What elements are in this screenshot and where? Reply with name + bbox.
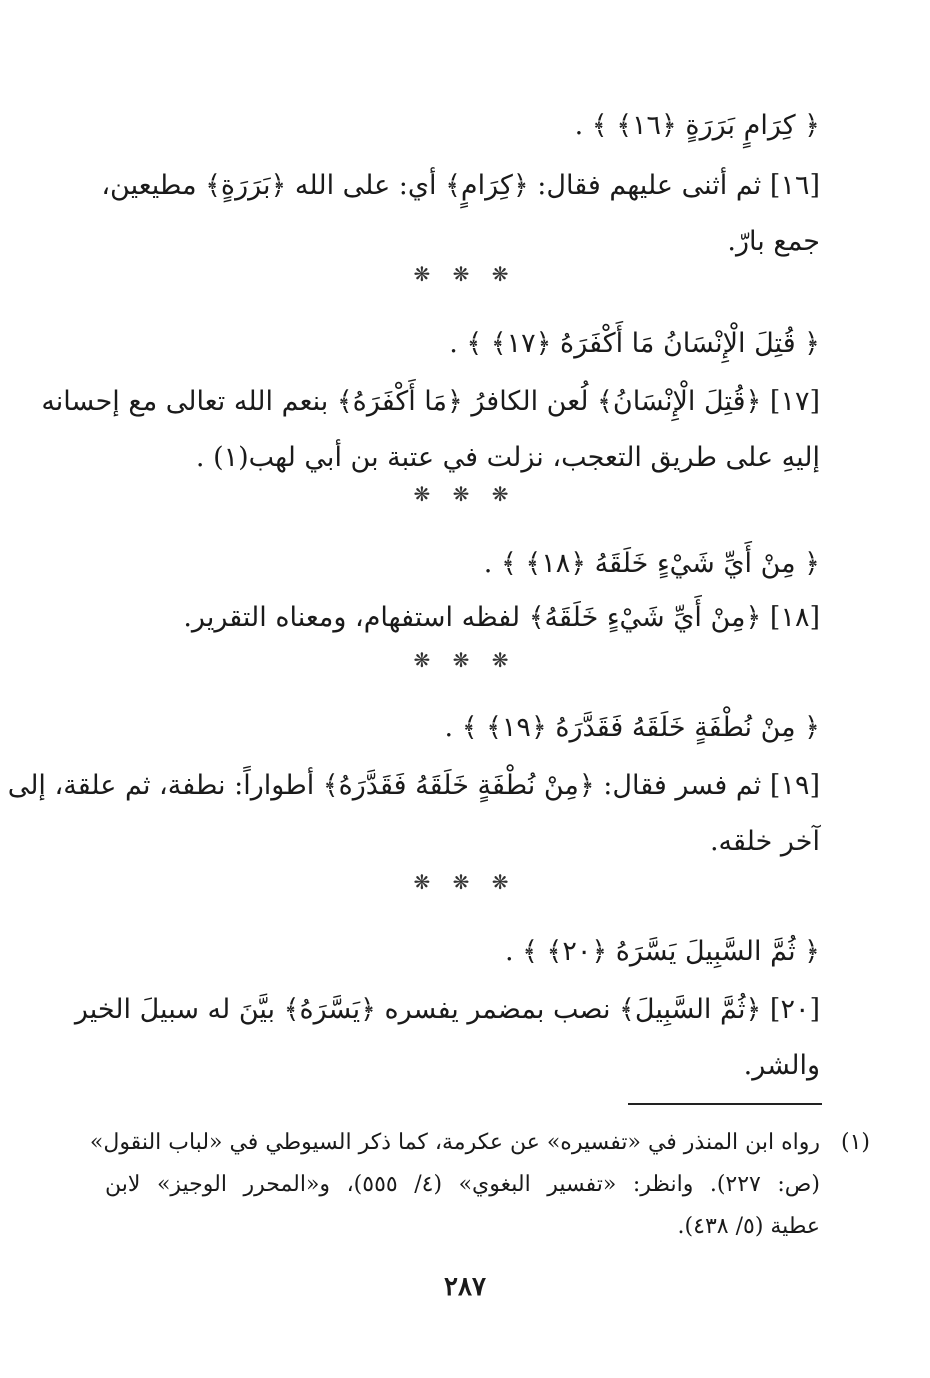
commentary-line: والشر. — [743, 1050, 820, 1081]
footnote-line: (ص: ٢٢٧). وانظر: «تفسير البغوي» (٤/ ٥٥٥)، و«المحرر الوجيز» لابن — [105, 1172, 820, 1197]
footnote — [89, 1122, 870, 1248]
section-separator: ❋ ❋ ❋ — [413, 262, 517, 286]
footnote-number: (١) — [840, 1130, 870, 1155]
verse-18: ﴿ مِنْ أَيِّ شَيْءٍ خَلَقَهُ ﴿١٨﴾ ﴾ . — [483, 548, 820, 579]
commentary-line: [١٨] ﴿مِنْ أَيِّ شَيْءٍ خَلَقَهُ﴾ لفظه استفهام، ومعناه التقرير. — [183, 602, 820, 633]
verse-20: ﴿ ثُمَّ السَّبِيلَ يَسَّرَهُ ﴿٢٠﴾ ﴾ . — [504, 936, 820, 967]
commentary-19 — [7, 758, 820, 870]
commentary-20 — [74, 982, 820, 1094]
section-separator: ❋ ❋ ❋ — [413, 482, 517, 506]
commentary-line: [١٩] ثم فسر فقال: ﴿مِنْ نُطْفَةٍ خَلَقَهُ فَقَدَّرَهُ﴾ أطواراً: نطفة، ثم علقة، إلى — [7, 770, 820, 801]
commentary-18 — [105, 590, 820, 646]
footnote-line: رواه ابن المنذر في «تفسيره» عن عكرمة، كما ذكر السيوطي في «لباب النقول» — [89, 1130, 820, 1155]
verse-19: ﴿ مِنْ نُطْفَةٍ خَلَقَهُ فَقَدَّرَهُ ﴿١٩﴾ ﴾ . — [444, 712, 820, 743]
commentary-line: آخر خلقه. — [709, 826, 820, 857]
footnote-line: عطية (٥/ ٤٣٨). — [677, 1214, 820, 1239]
commentary-16 — [101, 158, 820, 270]
commentary-line: جمع بارّ. — [727, 226, 820, 257]
section-separator: ❋ ❋ ❋ — [413, 648, 517, 672]
footnote-divider — [628, 1103, 822, 1105]
commentary-line: [١٧] ﴿قُتِلَ الْإِنْسَانُ﴾ لُعن الكافرُ ﴿مَا أَكْفَرَهُ﴾ بنعم الله تعالى مع إحسانه — [41, 386, 820, 417]
page-number: ٢٨٧ — [444, 1272, 486, 1302]
commentary-line: [١٦] ثم أثنى عليهم فقال: ﴿كِرَامٍ﴾ أي: على الله ﴿بَرَرَةٍ﴾ مطيعين، — [101, 170, 820, 201]
verse-17: ﴿ قُتِلَ الْإِنْسَانُ مَا أَكْفَرَهُ ﴿١٧﴾ ﴾ . — [449, 328, 820, 359]
commentary-line: إليهِ على طريق التعجب، نزلت في عتبة بن أبي لهب(١) . — [195, 442, 820, 473]
commentary-17 — [41, 374, 820, 486]
commentary-line: [٢٠] ﴿ثُمَّ السَّبِيلَ﴾ نصب بمضمر يفسره ﴿يَسَّرَهُ﴾ بيَّنَ له سبيلَ الخير — [74, 994, 820, 1025]
section-separator: ❋ ❋ ❋ — [413, 870, 517, 894]
verse-16: ﴿ كِرَامٍ بَرَرَةٍ ﴿١٦﴾ ﴾ . — [574, 110, 820, 141]
